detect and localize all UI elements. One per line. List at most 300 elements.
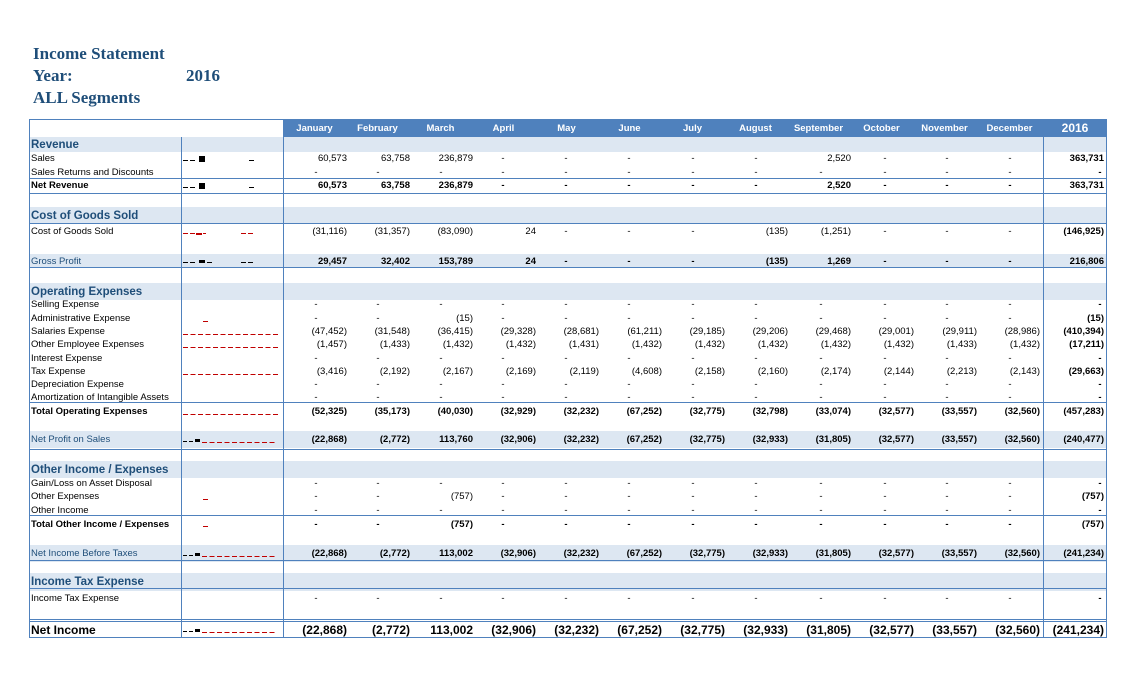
value-cell[interactable]: -: [1008, 180, 1012, 191]
value-cell[interactable]: -: [501, 313, 505, 324]
value-cell[interactable]: -: [1008, 313, 1012, 324]
value-cell[interactable]: -: [627, 299, 631, 310]
value-cell[interactable]: -: [376, 478, 380, 489]
value-cell[interactable]: -: [1098, 379, 1102, 390]
value-cell[interactable]: 113,002: [439, 548, 473, 559]
value-cell[interactable]: (22,868): [311, 434, 347, 445]
value-cell[interactable]: -: [439, 353, 443, 364]
value-cell[interactable]: -: [314, 518, 318, 530]
value-cell[interactable]: (2,192): [379, 366, 410, 377]
value-cell[interactable]: -: [314, 299, 318, 310]
value-cell[interactable]: (28,681): [563, 326, 599, 337]
value-cell[interactable]: -: [691, 226, 695, 237]
value-cell[interactable]: -: [376, 391, 380, 403]
value-cell[interactable]: -: [564, 478, 568, 489]
column-header-november[interactable]: November: [913, 119, 976, 137]
value-cell[interactable]: -: [819, 313, 823, 324]
value-cell[interactable]: (29,001): [878, 326, 914, 337]
value-cell[interactable]: -: [691, 153, 695, 164]
value-cell[interactable]: -: [1008, 478, 1012, 489]
value-cell[interactable]: -: [564, 353, 568, 364]
value-cell[interactable]: -: [819, 504, 823, 516]
value-cell[interactable]: -: [691, 166, 695, 178]
column-header-october[interactable]: October: [850, 119, 913, 137]
value-cell[interactable]: (410,394): [1063, 326, 1104, 337]
value-cell[interactable]: -: [691, 391, 695, 403]
value-cell[interactable]: (32,775): [689, 434, 725, 445]
value-cell[interactable]: -: [754, 518, 758, 530]
value-cell[interactable]: -: [627, 255, 631, 267]
value-cell[interactable]: -: [314, 379, 318, 390]
value-cell[interactable]: (32,933): [752, 548, 788, 559]
value-cell[interactable]: (32,232): [563, 406, 599, 417]
value-cell[interactable]: (47,452): [311, 326, 347, 337]
value-cell[interactable]: -: [883, 504, 887, 516]
value-cell[interactable]: -: [314, 491, 318, 502]
value-cell[interactable]: -: [439, 592, 443, 604]
column-header-july[interactable]: July: [661, 119, 724, 137]
value-cell[interactable]: (33,074): [815, 406, 851, 417]
column-header-february[interactable]: February: [346, 119, 409, 137]
value-cell[interactable]: -: [754, 353, 758, 364]
value-cell[interactable]: (2,772): [379, 548, 410, 559]
value-cell[interactable]: -: [627, 504, 631, 516]
value-cell[interactable]: -: [1098, 504, 1102, 516]
value-cell[interactable]: -: [627, 592, 631, 604]
value-cell[interactable]: (1,457): [316, 339, 347, 350]
value-cell[interactable]: -: [883, 379, 887, 390]
value-cell[interactable]: -: [1098, 478, 1102, 489]
value-cell[interactable]: (146,925): [1063, 226, 1104, 237]
value-cell[interactable]: (32,933): [752, 434, 788, 445]
value-cell[interactable]: -: [564, 518, 568, 530]
value-cell[interactable]: 29,457: [317, 255, 347, 267]
value-cell[interactable]: (1,432): [694, 339, 725, 350]
value-cell[interactable]: 60,573: [317, 180, 347, 191]
value-cell[interactable]: 363,731: [1069, 180, 1104, 191]
value-cell[interactable]: -: [754, 504, 758, 516]
value-cell[interactable]: -: [883, 180, 887, 191]
value-cell[interactable]: -: [945, 518, 949, 530]
value-cell[interactable]: -: [819, 353, 823, 364]
value-cell[interactable]: (22,868): [311, 548, 347, 559]
value-cell[interactable]: (67,252): [626, 434, 662, 445]
value-cell[interactable]: (757): [1081, 491, 1104, 502]
value-cell[interactable]: -: [376, 353, 380, 364]
value-cell[interactable]: -: [1008, 491, 1012, 502]
value-cell[interactable]: -: [501, 518, 505, 530]
value-cell[interactable]: -: [691, 180, 695, 191]
value-cell[interactable]: -: [501, 153, 505, 164]
value-cell[interactable]: (2,213): [946, 366, 977, 377]
value-cell[interactable]: -: [501, 592, 505, 604]
value-cell[interactable]: (61,211): [627, 326, 662, 337]
value-cell[interactable]: -: [883, 478, 887, 489]
value-cell[interactable]: -: [1098, 353, 1102, 364]
value-cell[interactable]: -: [945, 504, 949, 516]
value-cell[interactable]: (1,251): [820, 226, 851, 237]
value-cell[interactable]: (241,234): [1052, 623, 1104, 637]
column-header-april[interactable]: April: [472, 119, 535, 137]
value-cell[interactable]: -: [691, 379, 695, 390]
value-cell[interactable]: (29,663): [1068, 366, 1104, 377]
value-cell[interactable]: -: [564, 592, 568, 604]
value-cell[interactable]: (33,557): [932, 623, 977, 637]
value-cell[interactable]: -: [691, 491, 695, 502]
value-cell[interactable]: -: [564, 313, 568, 324]
value-cell[interactable]: (31,805): [815, 434, 851, 445]
value-cell[interactable]: -: [314, 592, 318, 604]
value-cell[interactable]: -: [627, 153, 631, 164]
value-cell[interactable]: 32,402: [380, 255, 410, 267]
value-cell[interactable]: (32,933): [743, 623, 788, 637]
value-cell[interactable]: (67,252): [626, 548, 662, 559]
value-cell[interactable]: (241,234): [1063, 548, 1104, 559]
value-cell[interactable]: -: [945, 226, 949, 237]
value-cell[interactable]: -: [754, 153, 758, 164]
value-cell[interactable]: -: [754, 391, 758, 403]
value-cell[interactable]: (15): [1087, 313, 1104, 324]
value-cell[interactable]: (31,805): [806, 623, 851, 637]
value-cell[interactable]: -: [376, 299, 380, 310]
value-cell[interactable]: -: [501, 491, 505, 502]
value-cell[interactable]: (1,432): [442, 339, 473, 350]
value-cell[interactable]: -: [501, 353, 505, 364]
value-cell[interactable]: -: [627, 353, 631, 364]
value-cell[interactable]: -: [819, 491, 823, 502]
value-cell[interactable]: (2,119): [569, 366, 599, 377]
value-cell[interactable]: -: [883, 491, 887, 502]
value-cell[interactable]: (31,116): [312, 226, 347, 237]
value-cell[interactable]: (2,772): [371, 623, 410, 637]
value-cell[interactable]: (67,252): [617, 623, 662, 637]
value-cell[interactable]: (29,468): [815, 326, 851, 337]
value-cell[interactable]: (757): [450, 491, 473, 502]
value-cell[interactable]: (2,158): [694, 366, 725, 377]
value-cell[interactable]: (31,357): [374, 226, 410, 237]
column-header-march[interactable]: March: [409, 119, 472, 137]
value-cell[interactable]: -: [564, 504, 568, 516]
value-cell[interactable]: -: [883, 226, 887, 237]
value-cell[interactable]: -: [1008, 255, 1012, 267]
value-cell[interactable]: -: [754, 478, 758, 489]
value-cell[interactable]: (32,577): [878, 434, 914, 445]
value-cell[interactable]: (2,169): [505, 366, 536, 377]
value-cell[interactable]: -: [627, 491, 631, 502]
value-cell[interactable]: -: [945, 153, 949, 164]
value-cell[interactable]: (29,328): [500, 326, 536, 337]
value-cell[interactable]: -: [819, 592, 823, 604]
value-cell[interactable]: (1,432): [505, 339, 536, 350]
value-cell[interactable]: (40,030): [437, 406, 473, 417]
value-cell[interactable]: (1,432): [820, 339, 851, 350]
value-cell[interactable]: -: [1008, 504, 1012, 516]
value-cell[interactable]: -: [564, 379, 568, 390]
value-cell[interactable]: (32,906): [491, 623, 536, 637]
value-cell[interactable]: -: [1008, 166, 1012, 178]
value-cell[interactable]: (2,167): [442, 366, 473, 377]
value-cell[interactable]: (1,432): [883, 339, 914, 350]
value-cell[interactable]: -: [1008, 299, 1012, 310]
value-cell[interactable]: (32,232): [563, 548, 599, 559]
value-cell[interactable]: (457,283): [1063, 406, 1104, 417]
value-cell[interactable]: 113,760: [439, 434, 473, 445]
value-cell[interactable]: -: [945, 166, 949, 178]
value-cell[interactable]: (33,557): [941, 434, 977, 445]
value-cell[interactable]: 363,731: [1069, 153, 1104, 164]
value-cell[interactable]: -: [564, 166, 568, 178]
year-value[interactable]: 2016: [186, 66, 220, 85]
value-cell[interactable]: -: [501, 391, 505, 403]
value-cell[interactable]: -: [945, 299, 949, 310]
value-cell[interactable]: -: [627, 226, 631, 237]
value-cell[interactable]: -: [691, 478, 695, 489]
value-cell[interactable]: -: [883, 592, 887, 604]
value-cell[interactable]: -: [627, 478, 631, 489]
value-cell[interactable]: -: [314, 313, 318, 324]
value-cell[interactable]: -: [314, 478, 318, 489]
value-cell[interactable]: -: [754, 180, 758, 191]
value-cell[interactable]: (32,929): [500, 406, 536, 417]
column-header-june[interactable]: June: [598, 119, 661, 137]
value-cell[interactable]: -: [564, 180, 568, 191]
value-cell[interactable]: -: [627, 391, 631, 403]
value-cell[interactable]: -: [754, 299, 758, 310]
value-cell[interactable]: (3,416): [316, 366, 347, 377]
value-cell[interactable]: 153,789: [438, 255, 473, 267]
value-cell[interactable]: -: [945, 379, 949, 390]
value-cell[interactable]: -: [627, 379, 631, 390]
value-cell[interactable]: -: [376, 592, 380, 604]
value-cell[interactable]: (15): [456, 313, 473, 324]
value-cell[interactable]: -: [1008, 391, 1012, 403]
value-cell[interactable]: -: [376, 313, 380, 324]
value-cell[interactable]: (32,560): [1004, 548, 1040, 559]
value-cell[interactable]: (32,560): [1004, 434, 1040, 445]
value-cell[interactable]: -: [819, 299, 823, 310]
value-cell[interactable]: -: [754, 166, 758, 178]
value-cell[interactable]: -: [883, 166, 887, 178]
value-cell[interactable]: 113,002: [430, 623, 473, 637]
column-header-2016[interactable]: 2016: [1043, 119, 1107, 137]
value-cell[interactable]: -: [691, 518, 695, 530]
value-cell[interactable]: (33,557): [941, 406, 977, 417]
value-cell[interactable]: -: [945, 391, 949, 403]
value-cell[interactable]: -: [819, 166, 823, 178]
value-cell[interactable]: 63,758: [380, 180, 410, 191]
value-cell[interactable]: -: [754, 592, 758, 604]
value-cell[interactable]: -: [754, 491, 758, 502]
value-cell[interactable]: -: [819, 379, 823, 390]
value-cell[interactable]: (36,415): [437, 326, 473, 337]
column-header-december[interactable]: December: [976, 119, 1043, 137]
value-cell[interactable]: (757): [1081, 518, 1104, 530]
segment-label[interactable]: ALL Segments: [33, 88, 141, 107]
value-cell[interactable]: -: [627, 313, 631, 324]
value-cell[interactable]: -: [945, 313, 949, 324]
value-cell[interactable]: -: [439, 166, 443, 178]
value-cell[interactable]: -: [691, 353, 695, 364]
value-cell[interactable]: (2,144): [883, 366, 914, 377]
value-cell[interactable]: -: [564, 226, 568, 237]
value-cell[interactable]: (1,433): [946, 339, 977, 350]
value-cell[interactable]: 216,806: [1069, 255, 1104, 267]
value-cell[interactable]: (32,577): [878, 548, 914, 559]
column-header-august[interactable]: August: [724, 119, 787, 137]
value-cell[interactable]: (135): [765, 226, 788, 237]
value-cell[interactable]: (29,185): [689, 326, 725, 337]
value-cell[interactable]: (35,173): [374, 406, 410, 417]
value-cell[interactable]: -: [376, 518, 380, 530]
value-cell[interactable]: -: [691, 299, 695, 310]
value-cell[interactable]: -: [314, 166, 318, 178]
value-cell[interactable]: -: [883, 299, 887, 310]
value-cell[interactable]: -: [376, 504, 380, 516]
value-cell[interactable]: -: [501, 180, 505, 191]
value-cell[interactable]: -: [627, 180, 631, 191]
value-cell[interactable]: -: [501, 299, 505, 310]
value-cell[interactable]: (32,798): [752, 406, 788, 417]
value-cell[interactable]: (17,211): [1069, 339, 1104, 350]
value-cell[interactable]: (135): [765, 255, 788, 267]
value-cell[interactable]: -: [439, 478, 443, 489]
value-cell[interactable]: -: [883, 353, 887, 364]
value-cell[interactable]: -: [883, 153, 887, 164]
value-cell[interactable]: -: [819, 518, 823, 530]
value-cell[interactable]: -: [564, 299, 568, 310]
value-cell[interactable]: (33,557): [941, 548, 977, 559]
value-cell[interactable]: (32,775): [689, 548, 725, 559]
value-cell[interactable]: (240,477): [1063, 434, 1104, 445]
value-cell[interactable]: -: [691, 592, 695, 604]
value-cell[interactable]: -: [819, 391, 823, 403]
value-cell[interactable]: -: [945, 478, 949, 489]
value-cell[interactable]: (29,206): [752, 326, 788, 337]
value-cell[interactable]: -: [945, 255, 949, 267]
value-cell[interactable]: -: [564, 255, 568, 267]
value-cell[interactable]: -: [1008, 226, 1012, 237]
value-cell[interactable]: (32,560): [995, 623, 1040, 637]
value-cell[interactable]: (32,906): [500, 434, 536, 445]
value-cell[interactable]: -: [883, 518, 887, 530]
value-cell[interactable]: (2,174): [820, 366, 851, 377]
value-cell[interactable]: -: [1098, 166, 1102, 178]
value-cell[interactable]: -: [1008, 353, 1012, 364]
value-cell[interactable]: -: [754, 313, 758, 324]
value-cell[interactable]: (32,775): [680, 623, 725, 637]
value-cell[interactable]: -: [627, 166, 631, 178]
value-cell[interactable]: 24: [525, 255, 536, 267]
value-cell[interactable]: (1,431): [568, 339, 599, 350]
value-cell[interactable]: -: [819, 478, 823, 489]
value-cell[interactable]: (1,432): [1009, 339, 1040, 350]
value-cell[interactable]: -: [376, 379, 380, 390]
value-cell[interactable]: -: [1098, 299, 1102, 310]
value-cell[interactable]: -: [564, 491, 568, 502]
value-cell[interactable]: -: [691, 504, 695, 516]
value-cell[interactable]: (1,433): [379, 339, 410, 350]
value-cell[interactable]: (29,911): [942, 326, 977, 337]
value-cell[interactable]: (32,577): [878, 406, 914, 417]
value-cell[interactable]: -: [501, 166, 505, 178]
value-cell[interactable]: -: [883, 255, 887, 267]
value-cell[interactable]: (28,986): [1004, 326, 1040, 337]
value-cell[interactable]: -: [314, 391, 318, 403]
column-header-september[interactable]: September: [787, 119, 850, 137]
value-cell[interactable]: -: [376, 491, 380, 502]
value-cell[interactable]: 236,879: [438, 180, 473, 191]
value-cell[interactable]: (2,143): [1009, 366, 1040, 377]
value-cell[interactable]: -: [691, 313, 695, 324]
value-cell[interactable]: (32,232): [563, 434, 599, 445]
value-cell[interactable]: 24: [525, 226, 536, 237]
value-cell[interactable]: (67,252): [626, 406, 662, 417]
value-cell[interactable]: (757): [450, 518, 473, 530]
value-cell[interactable]: 2,520: [827, 153, 851, 164]
value-cell[interactable]: -: [1008, 379, 1012, 390]
value-cell[interactable]: (4,608): [631, 366, 662, 377]
value-cell[interactable]: -: [376, 166, 380, 178]
value-cell[interactable]: (1,432): [631, 339, 662, 350]
value-cell[interactable]: (32,560): [1004, 406, 1040, 417]
value-cell[interactable]: (32,577): [869, 623, 914, 637]
value-cell[interactable]: -: [945, 353, 949, 364]
value-cell[interactable]: 60,573: [317, 153, 347, 164]
value-cell[interactable]: 1,269: [827, 255, 851, 267]
value-cell[interactable]: -: [501, 379, 505, 390]
value-cell[interactable]: (31,548): [374, 326, 410, 337]
value-cell[interactable]: -: [439, 391, 443, 403]
value-cell[interactable]: (32,232): [554, 623, 599, 637]
value-cell[interactable]: 63,758: [380, 153, 410, 164]
value-cell[interactable]: (2,160): [757, 366, 788, 377]
value-cell[interactable]: -: [691, 255, 695, 267]
value-cell[interactable]: -: [314, 353, 318, 364]
value-cell[interactable]: -: [501, 504, 505, 516]
value-cell[interactable]: -: [1008, 153, 1012, 164]
value-cell[interactable]: (83,090): [437, 226, 473, 237]
value-cell[interactable]: -: [439, 504, 443, 516]
value-cell[interactable]: (2,772): [379, 434, 410, 445]
value-cell[interactable]: -: [1098, 592, 1102, 604]
value-cell[interactable]: (32,906): [500, 548, 536, 559]
value-cell[interactable]: (22,868): [302, 623, 347, 637]
value-cell[interactable]: -: [564, 391, 568, 403]
column-header-january[interactable]: January: [283, 119, 346, 137]
value-cell[interactable]: -: [627, 518, 631, 530]
value-cell[interactable]: -: [314, 504, 318, 516]
value-cell[interactable]: -: [1008, 518, 1012, 530]
value-cell[interactable]: -: [1008, 592, 1012, 604]
value-cell[interactable]: (52,325): [311, 406, 347, 417]
value-cell[interactable]: -: [945, 180, 949, 191]
value-cell[interactable]: 236,879: [438, 153, 473, 164]
value-cell[interactable]: 2,520: [827, 180, 851, 191]
value-cell[interactable]: -: [1098, 391, 1102, 403]
value-cell[interactable]: -: [945, 491, 949, 502]
value-cell[interactable]: -: [564, 153, 568, 164]
column-header-may[interactable]: May: [535, 119, 598, 137]
value-cell[interactable]: -: [439, 379, 443, 390]
value-cell[interactable]: (32,775): [689, 406, 725, 417]
value-cell[interactable]: -: [883, 391, 887, 403]
value-cell[interactable]: -: [945, 592, 949, 604]
value-cell[interactable]: -: [754, 379, 758, 390]
value-cell[interactable]: (1,432): [757, 339, 788, 350]
value-cell[interactable]: -: [501, 478, 505, 489]
value-cell[interactable]: -: [439, 299, 443, 310]
value-cell[interactable]: (31,805): [815, 548, 851, 559]
